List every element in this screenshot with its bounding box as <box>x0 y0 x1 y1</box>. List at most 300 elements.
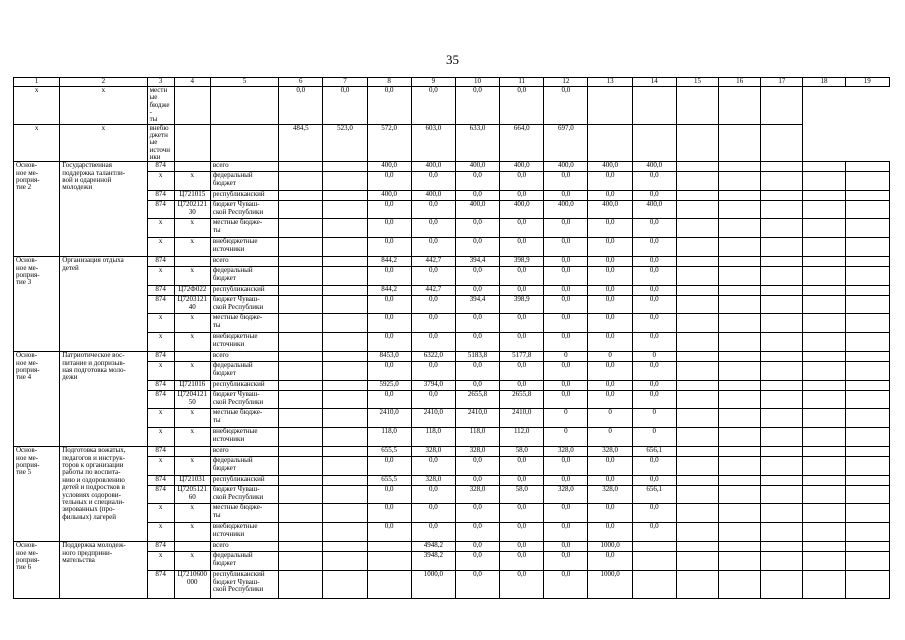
table-cell <box>719 286 761 296</box>
table-cell: 0,0 <box>544 219 588 238</box>
table-cell: 0,0 <box>411 201 455 219</box>
table-cell <box>803 476 845 486</box>
table-cell <box>676 314 718 333</box>
table-cell: 0,0 <box>411 333 455 352</box>
table-cell <box>845 333 889 352</box>
table-cell: 0,0 <box>544 552 588 571</box>
table-cell <box>719 238 761 257</box>
table-cell: 0,0 <box>411 314 455 333</box>
table-cell: 0,0 <box>455 504 499 523</box>
table-cell: 58,0 <box>500 447 544 457</box>
table-cell: 0,0 <box>500 523 544 542</box>
table-cell <box>719 428 761 447</box>
table-cell <box>676 286 718 296</box>
table-cell: внебюджетные источники <box>210 428 278 447</box>
table-cell <box>210 87 278 125</box>
table-cell <box>279 172 323 191</box>
table-cell: 0,0 <box>500 457 544 476</box>
table-cell: 400,0 <box>632 201 676 219</box>
table-cell <box>803 267 845 286</box>
table-cell: местные бюдже- ты <box>210 409 278 428</box>
table-cell: 0,0 <box>500 476 544 486</box>
table-cell <box>845 362 889 381</box>
table-cell: 0,0 <box>455 172 499 191</box>
table-cell: Организация отдыха детей <box>60 257 147 352</box>
table-cell: 0,0 <box>455 238 499 257</box>
table-cell: 0,0 <box>455 362 499 381</box>
table-cell <box>845 286 889 296</box>
table-cell <box>719 447 761 457</box>
column-number: 11 <box>500 78 544 87</box>
table-cell: 0,0 <box>544 504 588 523</box>
table-cell <box>676 362 718 381</box>
table-cell <box>761 201 803 219</box>
column-number: 12 <box>544 78 588 87</box>
table-cell: 0,0 <box>455 457 499 476</box>
table-cell: 0,0 <box>588 257 632 267</box>
table-cell: местные бюдже- ты <box>210 504 278 523</box>
table-cell: республиканский <box>210 381 278 391</box>
table-cell: 0,0 <box>588 296 632 314</box>
table-cell: 118,0 <box>411 428 455 447</box>
table-cell: 0,0 <box>544 362 588 381</box>
table-cell <box>279 552 323 571</box>
table-cell: 0,0 <box>367 523 411 542</box>
table-cell: x <box>60 87 147 125</box>
table-cell <box>803 219 845 238</box>
table-cell: 0,0 <box>323 87 367 125</box>
table-cell: 0,0 <box>367 267 411 286</box>
table-cell <box>632 542 676 552</box>
table-cell: Ц72Ф022 <box>174 286 210 296</box>
table-cell <box>845 409 889 428</box>
table-cell: x <box>147 172 174 191</box>
table-cell <box>719 124 761 162</box>
table-cell <box>803 201 845 219</box>
table-cell <box>719 314 761 333</box>
table-cell <box>761 352 803 362</box>
table-cell: x <box>174 457 210 476</box>
table-cell: 874 <box>147 286 174 296</box>
table-cell: 0,0 <box>544 87 588 125</box>
table-cell: 0,0 <box>411 457 455 476</box>
table-cell: x <box>174 267 210 286</box>
table-cell <box>323 523 367 542</box>
table-cell: Ц721015 <box>174 191 210 201</box>
page-number: 35 <box>446 52 459 67</box>
table-cell: 844,2 <box>367 257 411 267</box>
table-cell: 0,0 <box>632 362 676 381</box>
table-cell: 656,1 <box>632 486 676 504</box>
table-row <box>14 257 890 267</box>
table-cell <box>761 476 803 486</box>
table-cell: Ц7203121 40 <box>174 296 210 314</box>
table-cell: 328,0 <box>455 447 499 457</box>
table-cell <box>323 286 367 296</box>
table-cell: 655,5 <box>367 447 411 457</box>
table-cell: x <box>174 314 210 333</box>
table-cell <box>719 486 761 504</box>
table-cell: 0,0 <box>544 267 588 286</box>
table-cell: 398,9 <box>500 257 544 267</box>
column-number: 7 <box>323 78 367 87</box>
table-cell: 874 <box>147 201 174 219</box>
table-cell <box>803 172 845 191</box>
table-cell <box>761 314 803 333</box>
table-cell: 0,0 <box>500 542 544 552</box>
table-cell <box>676 162 718 172</box>
table-cell: республиканский бюджет Чуваш- ской Республики <box>210 571 278 599</box>
table-cell: 1000,0 <box>411 571 455 599</box>
table-cell <box>676 257 718 267</box>
table-cell <box>761 267 803 286</box>
table-cell <box>719 552 761 571</box>
table-cell: 0,0 <box>455 523 499 542</box>
table-cell <box>323 486 367 504</box>
table-cell: 0,0 <box>500 191 544 201</box>
table-cell <box>174 542 210 552</box>
table-cell <box>845 381 889 391</box>
table-cell: всего <box>210 162 278 172</box>
column-number: 5 <box>210 78 278 87</box>
table-cell <box>323 191 367 201</box>
table-cell <box>719 352 761 362</box>
table-cell <box>676 504 718 523</box>
table-cell <box>279 476 323 486</box>
table-cell: внебюджетные источники <box>210 523 278 542</box>
table-cell: 0,0 <box>500 504 544 523</box>
table-cell <box>279 504 323 523</box>
table-cell <box>761 381 803 391</box>
table-cell: 633,0 <box>455 124 499 162</box>
table-cell: x <box>147 333 174 352</box>
table-cell: 0,0 <box>632 286 676 296</box>
table-cell: республиканский <box>210 286 278 296</box>
table-cell <box>803 486 845 504</box>
table-cell <box>803 191 845 201</box>
table-cell: 0,0 <box>588 267 632 286</box>
table-cell <box>676 296 718 314</box>
table-cell: 0,0 <box>632 257 676 267</box>
table-cell: 0,0 <box>632 238 676 257</box>
table-cell <box>323 428 367 447</box>
table-cell <box>323 172 367 191</box>
table-cell <box>279 333 323 352</box>
table-cell: всего <box>210 447 278 457</box>
column-number: 18 <box>803 78 845 87</box>
table-cell: 400,0 <box>588 201 632 219</box>
table-cell <box>845 504 889 523</box>
table-cell: x <box>174 523 210 542</box>
table-cell <box>676 87 718 125</box>
table-cell: 0,0 <box>455 552 499 571</box>
table-cell <box>676 523 718 542</box>
column-number: 8 <box>367 78 411 87</box>
table-cell <box>761 486 803 504</box>
table-cell: 0,0 <box>588 191 632 201</box>
table-cell: 328,0 <box>544 486 588 504</box>
table-cell <box>719 409 761 428</box>
table-cell: 0,0 <box>632 333 676 352</box>
table-cell <box>174 162 210 172</box>
table-cell: x <box>60 124 147 162</box>
table-cell <box>174 257 210 267</box>
table-cell: 0,0 <box>588 362 632 381</box>
table-cell <box>845 238 889 257</box>
table-cell <box>803 457 845 476</box>
table-cell <box>719 362 761 381</box>
column-number: 13 <box>588 78 632 87</box>
table-cell: 874 <box>147 447 174 457</box>
table-cell: 328,0 <box>588 447 632 457</box>
table-row <box>14 162 890 172</box>
table-cell: 0,0 <box>632 296 676 314</box>
table-cell: Ц7205121 60 <box>174 486 210 504</box>
table-cell: 112,0 <box>500 428 544 447</box>
table-cell: 844,2 <box>367 286 411 296</box>
table-cell: 328,0 <box>588 486 632 504</box>
table-cell: 0,0 <box>411 267 455 286</box>
table-cell: 0,0 <box>411 486 455 504</box>
table-cell: 398,9 <box>500 296 544 314</box>
table-cell: 400,0 <box>500 201 544 219</box>
table-cell <box>632 124 676 162</box>
table-cell <box>761 552 803 571</box>
table-cell: 0,0 <box>632 381 676 391</box>
table-cell <box>719 191 761 201</box>
table-body <box>14 87 890 599</box>
table-cell <box>323 257 367 267</box>
table-cell: 0,0 <box>544 238 588 257</box>
table-cell <box>719 542 761 552</box>
table-cell: 0,0 <box>455 87 499 125</box>
table-cell <box>279 523 323 542</box>
table-cell <box>632 552 676 571</box>
table-cell: 3948,2 <box>411 552 455 571</box>
table-cell <box>676 391 718 409</box>
table-cell: 0,0 <box>500 286 544 296</box>
table-cell <box>676 542 718 552</box>
table-cell <box>323 219 367 238</box>
table-cell: 0,0 <box>411 219 455 238</box>
table-cell: 0,0 <box>500 219 544 238</box>
table-cell <box>676 409 718 428</box>
table-cell <box>676 486 718 504</box>
table-cell: x <box>147 428 174 447</box>
table-cell <box>323 362 367 381</box>
table-cell: 0,0 <box>544 381 588 391</box>
table-cell: Поддержка молодеж- ного предприни- мательства <box>60 542 147 599</box>
table-cell: 0,0 <box>367 219 411 238</box>
table-cell: местные бюдже- ты <box>210 314 278 333</box>
table-cell <box>676 552 718 571</box>
table-cell: 400,0 <box>544 162 588 172</box>
table-cell <box>323 447 367 457</box>
table-cell: 0,0 <box>588 476 632 486</box>
table-cell: Ц721031 <box>174 476 210 486</box>
column-number: 19 <box>845 78 889 87</box>
table-cell: внебюджетные источники <box>210 333 278 352</box>
table-cell: 0,0 <box>588 552 632 571</box>
table-cell <box>676 457 718 476</box>
table-cell: 697,0 <box>544 124 588 162</box>
table-cell <box>279 428 323 447</box>
table-cell: 874 <box>147 257 174 267</box>
table-cell: 0,0 <box>544 571 588 599</box>
table-cell: 118,0 <box>455 428 499 447</box>
table-cell <box>676 191 718 201</box>
column-number-row <box>14 78 890 87</box>
table-cell: федеральный бюджет <box>210 457 278 476</box>
table-cell: x <box>14 124 60 162</box>
table-cell: x <box>147 362 174 381</box>
table-cell: 2655,8 <box>500 391 544 409</box>
table-cell <box>761 362 803 381</box>
table-cell: Основ- ное ме- роприя- тие 2 <box>14 162 60 257</box>
table-cell: 874 <box>147 191 174 201</box>
table-cell: 523,0 <box>323 124 367 162</box>
table-cell <box>845 391 889 409</box>
table-cell: Государственная поддержка талантли- вой и одаренной молодежи <box>60 162 147 257</box>
table-cell <box>279 314 323 333</box>
table-cell: x <box>174 333 210 352</box>
table-cell <box>588 87 632 125</box>
table-cell <box>845 476 889 486</box>
column-number: 1 <box>14 78 60 87</box>
table-cell: 0,0 <box>544 457 588 476</box>
table-cell: 6322,0 <box>411 352 455 362</box>
table-cell <box>367 571 411 599</box>
table-cell: 0 <box>588 352 632 362</box>
table-cell <box>279 219 323 238</box>
table-cell <box>676 428 718 447</box>
table-cell: 5177,8 <box>500 352 544 362</box>
table-cell: 874 <box>147 381 174 391</box>
table-cell <box>761 257 803 267</box>
table-cell <box>803 571 845 599</box>
table-cell <box>761 447 803 457</box>
table-cell <box>367 552 411 571</box>
table-cell: 2410,0 <box>367 409 411 428</box>
budget-table <box>13 77 890 599</box>
table-cell <box>761 504 803 523</box>
table-cell <box>676 201 718 219</box>
column-number: 15 <box>676 78 718 87</box>
table-cell: 0,0 <box>632 476 676 486</box>
table-cell <box>719 504 761 523</box>
table-cell: 0,0 <box>411 523 455 542</box>
table-cell <box>845 267 889 286</box>
table-cell: 0,0 <box>455 219 499 238</box>
table-cell <box>323 409 367 428</box>
table-cell: 603,0 <box>411 124 455 162</box>
table-cell: 0,0 <box>455 381 499 391</box>
table-cell <box>174 352 210 362</box>
table-cell <box>323 504 367 523</box>
table-cell: 0,0 <box>411 391 455 409</box>
table-cell: 0,0 <box>544 476 588 486</box>
table-cell <box>803 381 845 391</box>
table-cell <box>845 552 889 571</box>
table-cell: 3794,0 <box>411 381 455 391</box>
table-cell: 0,0 <box>500 314 544 333</box>
table-cell <box>279 409 323 428</box>
table-cell: 394,4 <box>455 257 499 267</box>
table-cell <box>845 447 889 457</box>
table-cell: 442,7 <box>411 286 455 296</box>
table-cell: 0,0 <box>411 362 455 381</box>
table-cell <box>845 542 889 552</box>
table-cell: 874 <box>147 296 174 314</box>
table-cell <box>845 191 889 201</box>
table-cell <box>719 257 761 267</box>
table-cell: федеральный бюджет <box>210 552 278 571</box>
table-cell: 0,0 <box>544 391 588 409</box>
table-cell: 0,0 <box>411 296 455 314</box>
table-cell: 0,0 <box>632 172 676 191</box>
table-cell: 0,0 <box>632 191 676 201</box>
table-cell <box>588 124 632 162</box>
table-cell <box>803 504 845 523</box>
table-cell: 0,0 <box>455 267 499 286</box>
table-cell: 400,0 <box>455 201 499 219</box>
table-cell: 874 <box>147 571 174 599</box>
table-cell <box>676 571 718 599</box>
table-cell <box>803 552 845 571</box>
table-cell <box>761 172 803 191</box>
table-cell: 874 <box>147 391 174 409</box>
table-cell: 0,0 <box>632 267 676 286</box>
table-cell: 664,0 <box>500 124 544 162</box>
table-cell: Основ- ное ме- роприя- тие 4 <box>14 352 60 447</box>
table-cell: x <box>147 552 174 571</box>
table-cell: 0 <box>632 409 676 428</box>
table-cell: 0,0 <box>588 457 632 476</box>
table-cell: бюджет Чуваш- ской Республики <box>210 391 278 409</box>
table-cell: 0,0 <box>500 267 544 286</box>
table-cell <box>279 457 323 476</box>
table-cell <box>803 296 845 314</box>
table-cell: 0 <box>544 352 588 362</box>
table-cell <box>845 201 889 219</box>
table-cell <box>761 238 803 257</box>
table-cell: 0 <box>544 409 588 428</box>
table-cell: 394,4 <box>455 296 499 314</box>
table-cell: 0,0 <box>500 172 544 191</box>
table-cell: 0,0 <box>544 191 588 201</box>
table-cell <box>323 381 367 391</box>
table-cell <box>761 286 803 296</box>
table-cell <box>761 571 803 599</box>
table-cell: 0,0 <box>500 571 544 599</box>
table-cell <box>719 172 761 191</box>
table-cell <box>845 486 889 504</box>
table-cell <box>761 87 803 125</box>
table-cell <box>803 542 845 552</box>
table-cell: 0,0 <box>279 87 323 125</box>
table-cell: 0,0 <box>455 571 499 599</box>
table-cell <box>279 286 323 296</box>
table-cell <box>174 124 210 162</box>
table-cell: 328,0 <box>455 486 499 504</box>
table-cell: x <box>174 409 210 428</box>
table-cell: 5183,8 <box>455 352 499 362</box>
table-cell: 0,0 <box>367 172 411 191</box>
table-cell: 0,0 <box>588 314 632 333</box>
table-cell: 0,0 <box>588 504 632 523</box>
table-cell: внебюджетные источники <box>147 124 174 162</box>
table-cell <box>279 191 323 201</box>
